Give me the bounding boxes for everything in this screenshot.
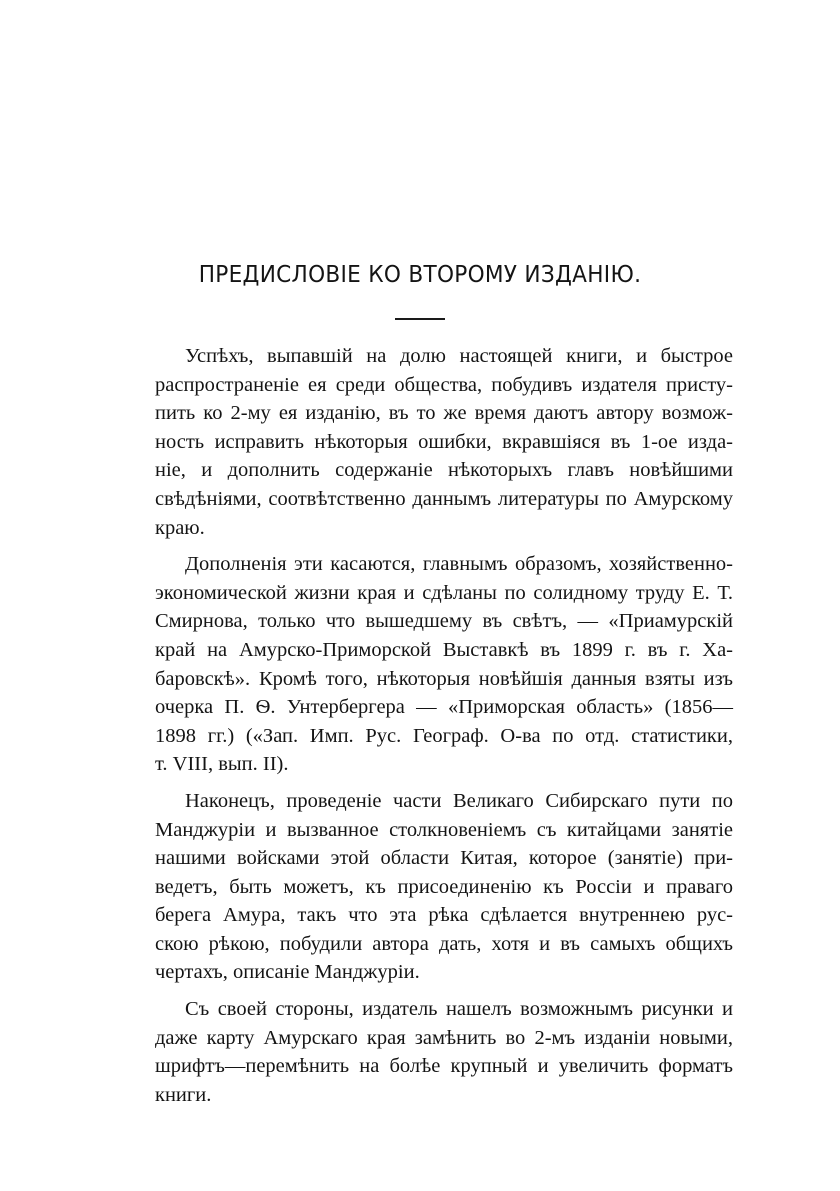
- text-line: Наконецъ, проведеніе части Великаго Сибирскаго пути по: [185, 789, 733, 812]
- text-line: даже карту Амурскаго края замѣнить во 2-мъ изданіи новыми,: [155, 1026, 733, 1049]
- text-line: ность исправить нѣкоторыя ошибки, вкравшіяся въ 1-ое изда-: [155, 430, 733, 453]
- text-line: нашими войсками этой области Китая, которое (занятіе) при-: [155, 847, 733, 870]
- text-line: пить ко 2-му ея изданію, въ то же время даютъ автору возмож-: [155, 402, 733, 425]
- text-line: книги.: [155, 1083, 212, 1106]
- text-line: очерка П. Ѳ. Унтербергера — «Приморская область» (1856—: [155, 696, 733, 719]
- text-line: ведетъ, быть можетъ, къ присоединенію къ Россіи и праваго: [155, 875, 733, 898]
- text-line: Дополненія эти касаются, главнымъ образомъ, хозяйственно-: [185, 553, 733, 576]
- text-line: свѣдѣніями, соотвѣтственно даннымъ литературы по Амурскому: [155, 487, 733, 510]
- paragraph-2: [155, 550, 733, 779]
- text-line: чертахъ, описаніе Манджуріи.: [155, 961, 420, 984]
- text-line: краю.: [155, 516, 205, 539]
- page-title: ПРЕДИСЛОВІЕ КО ВТОРОМУ ИЗДАНІЮ.: [198, 262, 642, 288]
- text-line: экономической жизни края и сдѣланы по солидному труду Е. Т.: [155, 581, 733, 604]
- text-line: скою рѣкою, побудили автора дать, хотя и въ самыхъ общихъ: [155, 932, 733, 955]
- text-line: Успѣхъ, выпавшій на долю настоящей книги, и быстрое: [185, 345, 733, 367]
- text-line: Смирнова, только что вышедшему въ свѣтъ, — «Приамурскій: [155, 610, 733, 633]
- title-divider: [395, 318, 445, 320]
- text-line: баровскѣ». Кромѣ того, нѣкоторыя новѣйшія данныя взяты изъ: [155, 667, 733, 690]
- paragraph-4: [155, 995, 733, 1109]
- text-line: берега Амура, такъ что эта рѣка сдѣлается внутреннею рус-: [155, 904, 733, 927]
- text-line: т. VIII, вып. II).: [155, 753, 289, 776]
- text-line: ніе, и дополнить содержаніе нѣкоторыхъ главъ новѣйшими: [155, 459, 733, 482]
- paragraph-3: [155, 787, 733, 987]
- text-line: Манджуріи и вызванное столкновеніемъ съ китайцами занятіе: [155, 818, 733, 841]
- text-line: край на Амурско-Приморской Выставкѣ въ 1899 г. въ г. Ха-: [155, 638, 733, 661]
- paragraph-1: [155, 342, 733, 542]
- text-line: шрифтъ—перемѣнить на болѣе крупный и увеличить форматъ: [155, 1055, 733, 1078]
- text-line: распространеніе ея среди общества, побудивъ издателя присту-: [155, 373, 733, 396]
- text-line: 1898 гг.) («Зап. Имп. Рус. Географ. О-ва по отд. статистики,: [155, 724, 733, 747]
- text-line: Съ своей стороны, издатель нашелъ возможнымъ рисунки и: [185, 998, 733, 1021]
- preface-body: [155, 342, 733, 1117]
